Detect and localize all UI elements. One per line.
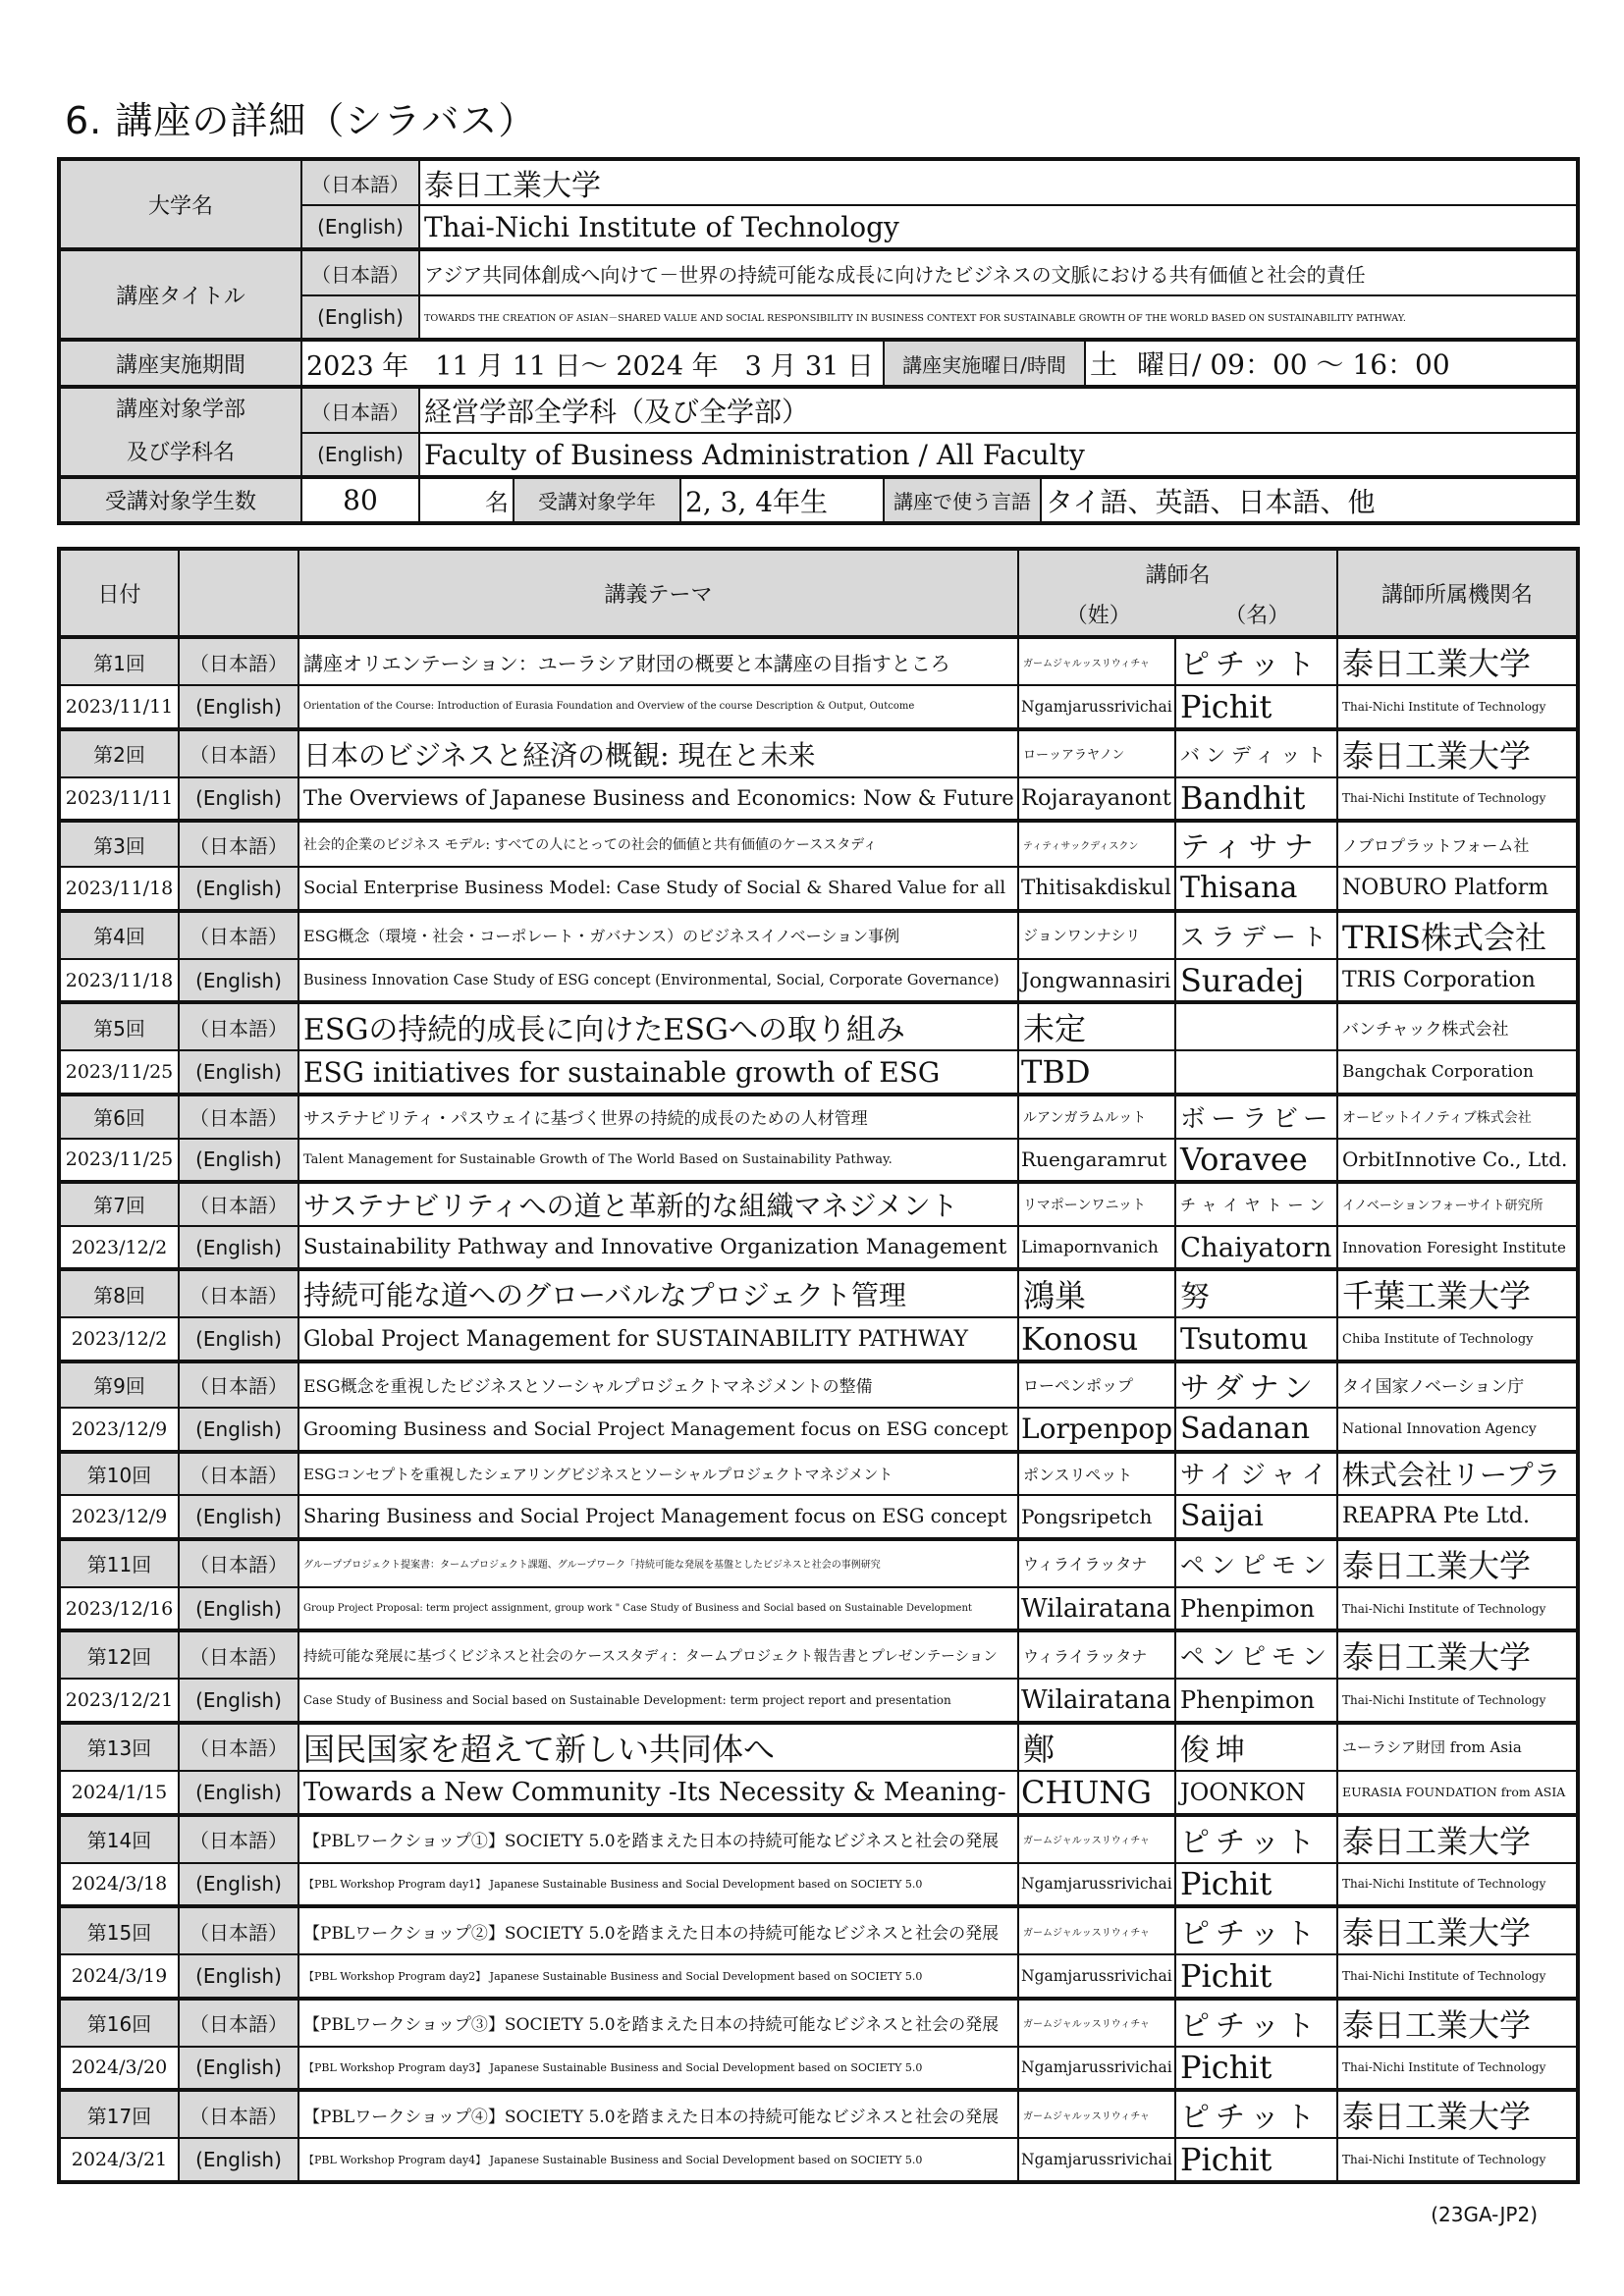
affiliation-ja: タイ国家ノベーション庁 [1337,1362,1578,1408]
affiliation-en: Thai-Nichi Institute of Technology [1337,1587,1578,1631]
affiliation-en: NOBURO Platform [1337,867,1578,911]
session-date: 2023/12/2 [59,1317,179,1362]
affiliation-ja: 千葉工業大学 [1337,1269,1578,1317]
lang-label-en: (English) [179,1408,298,1452]
theme-en: Social Enterprise Business Model: Case Study of Social & Shared Value for all [298,867,1018,911]
lang-label-ja: （日本語） [179,911,298,959]
lecturer-surname-en: Lorpenpop [1018,1408,1175,1452]
header-lang-blank [179,549,298,637]
affiliation-ja: 泰日工業大学 [1337,1999,1578,2047]
lang-label-ja: （日本語） [179,729,298,777]
session-date: 2024/1/15 [59,1771,179,1815]
session-number: 第8回 [59,1269,179,1317]
lang-label-en: (English) [179,1495,298,1539]
students-unit: 名 [419,477,514,523]
lecturer-given-en: Pichit [1175,2138,1337,2182]
lang-label-ja: （日本語） [179,1906,298,1954]
session-row-ja [59,1906,1578,1954]
lecturer-given-en: Pichit [1175,1863,1337,1907]
lang-label-ja: （日本語） [301,249,419,295]
lang-label-ja: （日本語） [179,2090,298,2138]
affiliation-ja: バンチャック株式会社 [1337,1002,1578,1050]
session-row-ja [59,1095,1578,1139]
language-label: 講座で使う言語 [884,477,1041,523]
session-number: 第5回 [59,1002,179,1050]
faculty-en: Faculty of Business Administration / All Faculty [419,433,1578,477]
theme-ja: ESG概念を重視したビジネスとソーシャルプロジェクトマネジメントの整備 [298,1362,1018,1408]
lang-label-en: (English) [179,2047,298,2091]
affiliation-ja: 泰日工業大学 [1337,1815,1578,1863]
session-row-en [59,1050,1578,1095]
course-overview-table [57,157,1580,525]
lecturer-surname-en: Thitisakdiskul [1018,867,1175,911]
affiliation-ja: TRIS株式会社 [1337,911,1578,959]
lecturer-surname-en: Wilairatana [1018,1679,1175,1723]
lang-label-ja: （日本語） [179,637,298,685]
session-row-en [59,959,1578,1003]
lang-label-en: (English) [179,1954,298,1999]
lecturer-surname-ja: ポンスリペット [1018,1452,1175,1496]
course-title-ja: アジア共同体創成へ向けて－世界の持続可能な成長に向けたビジネスの文脈における共有価値と社会的責任 [419,249,1578,295]
theme-en: Case Study of Business and Social based on Sustainable Development: term project report and presentation [298,1679,1018,1723]
lecturer-given-ja: ボーラビー [1175,1095,1337,1139]
session-row-en [59,1317,1578,1362]
lang-label-en: (English) [179,685,298,729]
session-number: 第4回 [59,911,179,959]
lecturer-surname-ja: ガームジャルッスリウィチャ [1018,637,1175,685]
course-title-en: TOWARDS THE CREATION OF ASIAN－SHARED VALUE AND SOCIAL RESPONSIBILITY IN BUSINESS CONTEXT FOR SUSTAINABLE GROWTH OF THE WORLD BASED ON SUSTAINABILITY PATHWAY. [419,295,1578,340]
theme-ja: ESGコンセプトを重視したシェアリングビジネスとソーシャルプロジェクトマネジメント [298,1452,1018,1496]
lecturer-given-ja: ティサナ [1175,821,1337,867]
session-number: 第2回 [59,729,179,777]
session-date: 2023/11/11 [59,777,179,822]
affiliation-en: REAPRA Pte Ltd. [1337,1495,1578,1539]
document-code: (23GA-JP2) [1431,2203,1538,2226]
lang-label-en: (English) [301,433,419,477]
theme-en: Global Project Management for SUSTAINABILITY PATHWAY [298,1317,1018,1362]
affiliation-ja: 泰日工業大学 [1337,637,1578,685]
session-date: 2024/3/20 [59,2047,179,2091]
affiliation-en: Thai-Nichi Institute of Technology [1337,1679,1578,1723]
students-count: 80 [301,477,419,523]
theme-en: 【PBL Workshop Program day4】 Japanese Sustainable Business and Social Development based on SOCIETY 5.0 [298,2138,1018,2182]
lecturer-given-en: Phenpimon [1175,1587,1337,1631]
lecturer-given-ja: 俊坤 [1175,1723,1337,1771]
lecturer-given-en: Tsutomu [1175,1317,1337,1362]
lecturer-surname-en: Rojarayanont [1018,777,1175,822]
session-row-ja [59,1362,1578,1408]
lecturer-given-ja: サイジャイ [1175,1452,1337,1496]
session-row-en [59,1495,1578,1539]
affiliation-en: Thai-Nichi Institute of Technology [1337,1954,1578,1999]
session-row-ja [59,1815,1578,1863]
lecturer-surname-ja: ルアンガラムルット [1018,1095,1175,1139]
session-date: 2023/11/18 [59,959,179,1003]
session-row-ja [59,2090,1578,2138]
period-value: 2023 年 11 月 11 日～ 2024 年 3 月 31 日 [301,340,884,387]
lecturer-given-ja: ペンピモン [1175,1630,1337,1679]
lecturer-surname-ja: リマポーンワニット [1018,1182,1175,1226]
session-number: 第13回 [59,1723,179,1771]
faculty-label [59,387,301,477]
lecturer-given-ja: ピチット [1175,1999,1337,2047]
lang-label-en: (English) [179,777,298,822]
lecturer-given-en: Voravee [1175,1139,1337,1183]
university-name-en: Thai-Nichi Institute of Technology [419,205,1578,249]
theme-ja: 講座オリエンテーション：ユーラシア財団の概要と本講座の目指すところ [298,637,1018,685]
lecturer-surname-en: Jongwannasiri [1018,959,1175,1003]
session-date: 2023/12/9 [59,1408,179,1452]
lecturer-surname-ja: 鴻巣 [1018,1269,1175,1317]
lecturer-surname-ja: ガームジャルッスリウィチャ [1018,2090,1175,2138]
faculty-ja: 経営学部全学科（及び全学部） [419,387,1578,433]
session-row-en [59,1408,1578,1452]
theme-ja: 【PBLワークショップ④】SOCIETY 5.0を踏まえた日本の持続可能なビジネスと社会の発展 [298,2090,1018,2138]
affiliation-en: Innovation Foresight Institute [1337,1226,1578,1270]
lecturer-surname-en: Ngamjarussrivichai [1018,1863,1175,1907]
theme-ja: 社会的企業のビジネス モデル: すべての人にとっての社会的価値と共有価値のケーススタディ [298,821,1018,867]
theme-en: Sharing Business and Social Project Management focus on ESG concept [298,1495,1018,1539]
lecturer-given-ja: ピチット [1175,1815,1337,1863]
affiliation-en: Thai-Nichi Institute of Technology [1337,777,1578,822]
session-row-ja [59,821,1578,867]
lang-label-ja: （日本語） [301,387,419,433]
session-number: 第14回 [59,1815,179,1863]
lecturer-given-en: Phenpimon [1175,1679,1337,1723]
lang-label-en: (English) [179,1863,298,1907]
lecturer-given-en: Suradej [1175,959,1337,1003]
lecturer-given-en: Pichit [1175,685,1337,729]
language-value: タイ語、英語、日本語、他 [1041,477,1578,523]
affiliation-ja: 泰日工業大学 [1337,729,1578,777]
students-label: 受講対象学生数 [59,477,301,523]
theme-ja: サステナビリティへの道と革新的な組織マネジメント [298,1182,1018,1226]
period-label: 講座実施期間 [59,340,301,387]
faculty-label-line2: 及び学科名 [126,441,235,465]
session-row-ja [59,1630,1578,1679]
lang-label-ja: （日本語） [179,1539,298,1587]
session-number: 第12回 [59,1630,179,1679]
lecturer-given-ja: ペンピモン [1175,1539,1337,1587]
theme-en: Orientation of the Course: Introduction of Eurasia Foundation and Overview of the course Description & Output, Outcome [298,685,1018,729]
lecturer-given-en: Pichit [1175,2047,1337,2091]
lecturer-surname-en: Ruengaramrut [1018,1139,1175,1183]
lecturer-surname-ja: 鄭 [1018,1723,1175,1771]
affiliation-ja: オービットイノティブ株式会社 [1337,1095,1578,1139]
session-date: 2023/12/16 [59,1587,179,1631]
session-number: 第15回 [59,1906,179,1954]
session-row-ja [59,1999,1578,2047]
header-lecturer-label: 講師名 [1145,563,1211,588]
theme-en: Grooming Business and Social Project Management focus on ESG concept [298,1408,1018,1452]
theme-en: ESG initiatives for sustainable growth of ESG [298,1050,1018,1095]
lang-label-ja: （日本語） [301,159,419,205]
session-number: 第17回 [59,2090,179,2138]
theme-ja: グループプロジェクト提案書：タームプロジェクト課題、グループワーク「持続可能な発展を基盤としたビジネスと社会の事例研究 [298,1539,1018,1587]
session-number: 第3回 [59,821,179,867]
theme-en: 【PBL Workshop Program day3】 Japanese Sustainable Business and Social Development based on SOCIETY 5.0 [298,2047,1018,2091]
lecturer-surname-en: Pongsripetch [1018,1495,1175,1539]
session-date: 2024/3/21 [59,2138,179,2182]
session-row-en [59,685,1578,729]
lang-label-en: (English) [179,1139,298,1183]
time-value: 曜日/ 09：00 ～ 16：00 [1137,348,1450,381]
university-name-ja: 泰日工業大学 [419,159,1578,205]
theme-en: 【PBL Workshop Program day2】 Japanese Sustainable Business and Social Development based on SOCIETY 5.0 [298,1954,1018,1999]
session-date: 2023/11/25 [59,1050,179,1095]
session-row-ja [59,1269,1578,1317]
affiliation-ja: 株式会社リープラ [1337,1452,1578,1496]
session-row-ja [59,637,1578,685]
header-affiliation: 講師所属機関名 [1337,549,1578,637]
lang-label-ja: （日本語） [179,1095,298,1139]
lang-label-en: (English) [179,867,298,911]
theme-en: Talent Management for Sustainable Growth of The World Based on Sustainability Pathway. [298,1139,1018,1183]
lecturer-given-ja: バンディット [1175,729,1337,777]
session-date: 2023/12/9 [59,1495,179,1539]
session-date: 2024/3/19 [59,1954,179,1999]
lang-label-en: (English) [301,205,419,249]
weekday-time-value [1085,340,1578,387]
lang-label-ja: （日本語） [179,1630,298,1679]
affiliation-en: EURASIA FOUNDATION from ASIA [1337,1771,1578,1815]
header-date: 日付 [59,549,179,637]
session-row-en [59,1954,1578,1999]
lecturer-surname-ja: ガームジャルッスリウィチャ [1018,1906,1175,1954]
lecturer-surname-en: Ngamjarussrivichai [1018,2047,1175,2091]
session-date: 2023/12/2 [59,1226,179,1270]
session-number: 第9回 [59,1362,179,1408]
session-number: 第6回 [59,1095,179,1139]
lecturer-surname-ja: ガームジャルッスリウィチャ [1018,1999,1175,2047]
theme-ja: 持続可能な道へのグローバルなプロジェクト管理 [298,1269,1018,1317]
header-given: （名） [1224,604,1290,628]
lecturer-surname-en: Ngamjarussrivichai [1018,1954,1175,1999]
affiliation-en: National Innovation Agency [1337,1408,1578,1452]
session-row-ja [59,1723,1578,1771]
theme-ja: サステナビリティ・パスウェイに基づく世界の持続的成長のための人材管理 [298,1095,1018,1139]
session-date: 2023/11/18 [59,867,179,911]
session-row-en [59,1863,1578,1907]
lecturer-given-ja: ピチット [1175,1906,1337,1954]
session-date: 2023/11/25 [59,1139,179,1183]
session-row-en [59,1771,1578,1815]
header-surname: （姓） [1065,604,1131,628]
lecturer-surname-ja: ティティサックディスクン [1018,821,1175,867]
lecturer-surname-en: Wilairatana [1018,1587,1175,1631]
lecturer-given-ja: ピチット [1175,637,1337,685]
lecturer-given-en: JOONKON [1175,1771,1337,1815]
session-row-en [59,1587,1578,1631]
session-row-en [59,2047,1578,2091]
theme-en: Towards a New Community -Its Necessity & Meaning- [298,1771,1018,1815]
theme-en: Group Project Proposal: term project assignment, group work " Case Study of Business and Social based on Sustainable Development [298,1587,1018,1631]
session-row-ja [59,1452,1578,1496]
header-lecturer [1018,549,1337,637]
lecturer-surname-en: Konosu [1018,1317,1175,1362]
session-number: 第7回 [59,1182,179,1226]
lecturer-given-en: Sadanan [1175,1408,1337,1452]
affiliation-en: TRIS Corporation [1337,959,1578,1003]
affiliation-en: Thai-Nichi Institute of Technology [1337,685,1578,729]
course-title-label: 講座タイトル [59,249,301,340]
lang-label-en: (English) [179,1226,298,1270]
theme-en: Business Innovation Case Study of ESG concept (Environmental, Social, Corporate Governance) [298,959,1018,1003]
lang-label-ja: （日本語） [179,1452,298,1496]
theme-ja: 【PBLワークショップ②】SOCIETY 5.0を踏まえた日本の持続可能なビジネスと社会の発展 [298,1906,1018,1954]
lang-label-en: (English) [179,959,298,1003]
session-number: 第11回 [59,1539,179,1587]
lang-label-ja: （日本語） [179,1269,298,1317]
theme-en: Sustainability Pathway and Innovative Organization Management [298,1226,1018,1270]
theme-ja: 【PBLワークショップ③】SOCIETY 5.0を踏まえた日本の持続可能なビジネスと社会の発展 [298,1999,1018,2047]
lecturer-surname-en: CHUNG [1018,1771,1175,1815]
affiliation-ja: 泰日工業大学 [1337,2090,1578,2138]
lecturer-given-en: Chaiyatorn [1175,1226,1337,1270]
weekday-value: 土 [1090,348,1118,381]
lecturer-surname-ja: ウィライラッタナ [1018,1539,1175,1587]
affiliation-en: Bangchak Corporation [1337,1050,1578,1095]
session-row-en [59,2138,1578,2182]
university-label: 大学名 [59,159,301,249]
lecturer-surname-en: TBD [1018,1050,1175,1095]
affiliation-en: Thai-Nichi Institute of Technology [1337,1863,1578,1907]
lang-label-ja: （日本語） [179,1999,298,2047]
session-row-en [59,1679,1578,1723]
theme-ja: ESGの持続的成長に向けたESGへの取り組み [298,1002,1018,1050]
session-number: 第16回 [59,1999,179,2047]
lang-label-ja: （日本語） [179,1182,298,1226]
theme-ja: 持続可能な発展に基づくビジネスと社会のケーススタディ：タームプロジェクト報告書とプレゼンテーション [298,1630,1018,1679]
lecturer-given-en: Pichit [1175,1954,1337,1999]
lecturer-surname-en: Ngamjarussrivichai [1018,2138,1175,2182]
schedule-header-row [59,549,1578,637]
lecturer-given-ja: スラデート [1175,911,1337,959]
session-date: 2023/12/21 [59,1679,179,1723]
lecturer-given-en: Thisana [1175,867,1337,911]
session-row-en [59,1226,1578,1270]
lang-label-en: (English) [179,1771,298,1815]
lang-label-en: (English) [179,1317,298,1362]
lecturer-given-ja: ピチット [1175,2090,1337,2138]
lecturer-surname-ja: ローッアラヤノン [1018,729,1175,777]
affiliation-ja: ノブロプラットフォーム社 [1337,821,1578,867]
lang-label-en: (English) [301,295,419,340]
lecturer-given-ja: チャイヤトーン [1175,1182,1337,1226]
session-row-ja [59,1539,1578,1587]
lecturer-given-ja: サダナン [1175,1362,1337,1408]
session-date: 2024/3/18 [59,1863,179,1907]
lecturer-given-en: Bandhit [1175,777,1337,822]
faculty-label-line1: 講座対象学部 [115,398,245,422]
session-row-ja [59,1182,1578,1226]
session-date: 2023/11/11 [59,685,179,729]
affiliation-en: Thai-Nichi Institute of Technology [1337,2138,1578,2182]
session-row-en [59,1139,1578,1183]
lang-label-ja: （日本語） [179,1002,298,1050]
affiliation-en: Chiba Institute of Technology [1337,1317,1578,1362]
session-row-en [59,867,1578,911]
lecturer-given-en: Saijai [1175,1495,1337,1539]
lang-label-ja: （日本語） [179,1815,298,1863]
page-title: 6. 講座の詳細（シラバス） [65,99,537,142]
affiliation-en: OrbitInnotive Co., Ltd. [1337,1139,1578,1183]
session-number: 第10回 [59,1452,179,1496]
affiliation-ja: 泰日工業大学 [1337,1630,1578,1679]
lecturer-given-en [1175,1050,1337,1095]
header-theme: 講義テーマ [298,549,1018,637]
lecturer-surname-en: Limapornvanich [1018,1226,1175,1270]
lang-label-en: (English) [179,2138,298,2182]
session-row-ja [59,1002,1578,1050]
lang-label-ja: （日本語） [179,1362,298,1408]
session-number: 第1回 [59,637,179,685]
affiliation-ja: イノベーションフォーサイト研究所 [1337,1182,1578,1226]
lecturer-surname-ja: ローペンポップ [1018,1362,1175,1408]
session-row-ja [59,729,1578,777]
session-row-en [59,777,1578,822]
affiliation-ja: ユーラシア財団 from Asia [1337,1723,1578,1771]
weekday-time-label: 講座実施曜日/時間 [884,340,1085,387]
lang-label-ja: （日本語） [179,821,298,867]
lang-label-en: (English) [179,1050,298,1095]
lecturer-surname-ja: 未定 [1018,1002,1175,1050]
lecturer-surname-ja: ガームジャルッスリウィチャ [1018,1815,1175,1863]
theme-en: The Overviews of Japanese Business and Economics: Now & Future [298,777,1018,822]
lang-label-ja: （日本語） [179,1723,298,1771]
lecturer-surname-ja: ウィライラッタナ [1018,1630,1175,1679]
lang-label-en: (English) [179,1679,298,1723]
affiliation-ja: 泰日工業大学 [1337,1906,1578,1954]
schedule-table [57,547,1580,2184]
session-row-ja [59,911,1578,959]
lang-label-en: (English) [179,1587,298,1631]
target-year-value: 2, 3, 4年生 [680,477,884,523]
affiliation-en: Thai-Nichi Institute of Technology [1337,2047,1578,2091]
lecturer-surname-ja: ジョンワンナシリ [1018,911,1175,959]
theme-en: 【PBL Workshop Program day1】 Japanese Sustainable Business and Social Development based on SOCIETY 5.0 [298,1863,1018,1907]
lecturer-given-ja: 努 [1175,1269,1337,1317]
theme-ja: 【PBLワークショップ①】SOCIETY 5.0を踏まえた日本の持続可能なビジネスと社会の発展 [298,1815,1018,1863]
affiliation-ja: 泰日工業大学 [1337,1539,1578,1587]
target-year-label: 受講対象学年 [514,477,680,523]
theme-ja: 国民国家を超えて新しい共同体へ [298,1723,1018,1771]
lecturer-given-ja [1175,1002,1337,1050]
theme-ja: 日本のビジネスと経済の概観: 現在と未来 [298,729,1018,777]
lecturer-surname-en: Ngamjarussrivichai [1018,685,1175,729]
theme-ja: ESG概念（環境・社会・コーポレート・ガバナンス）のビジネスイノベーション事例 [298,911,1018,959]
